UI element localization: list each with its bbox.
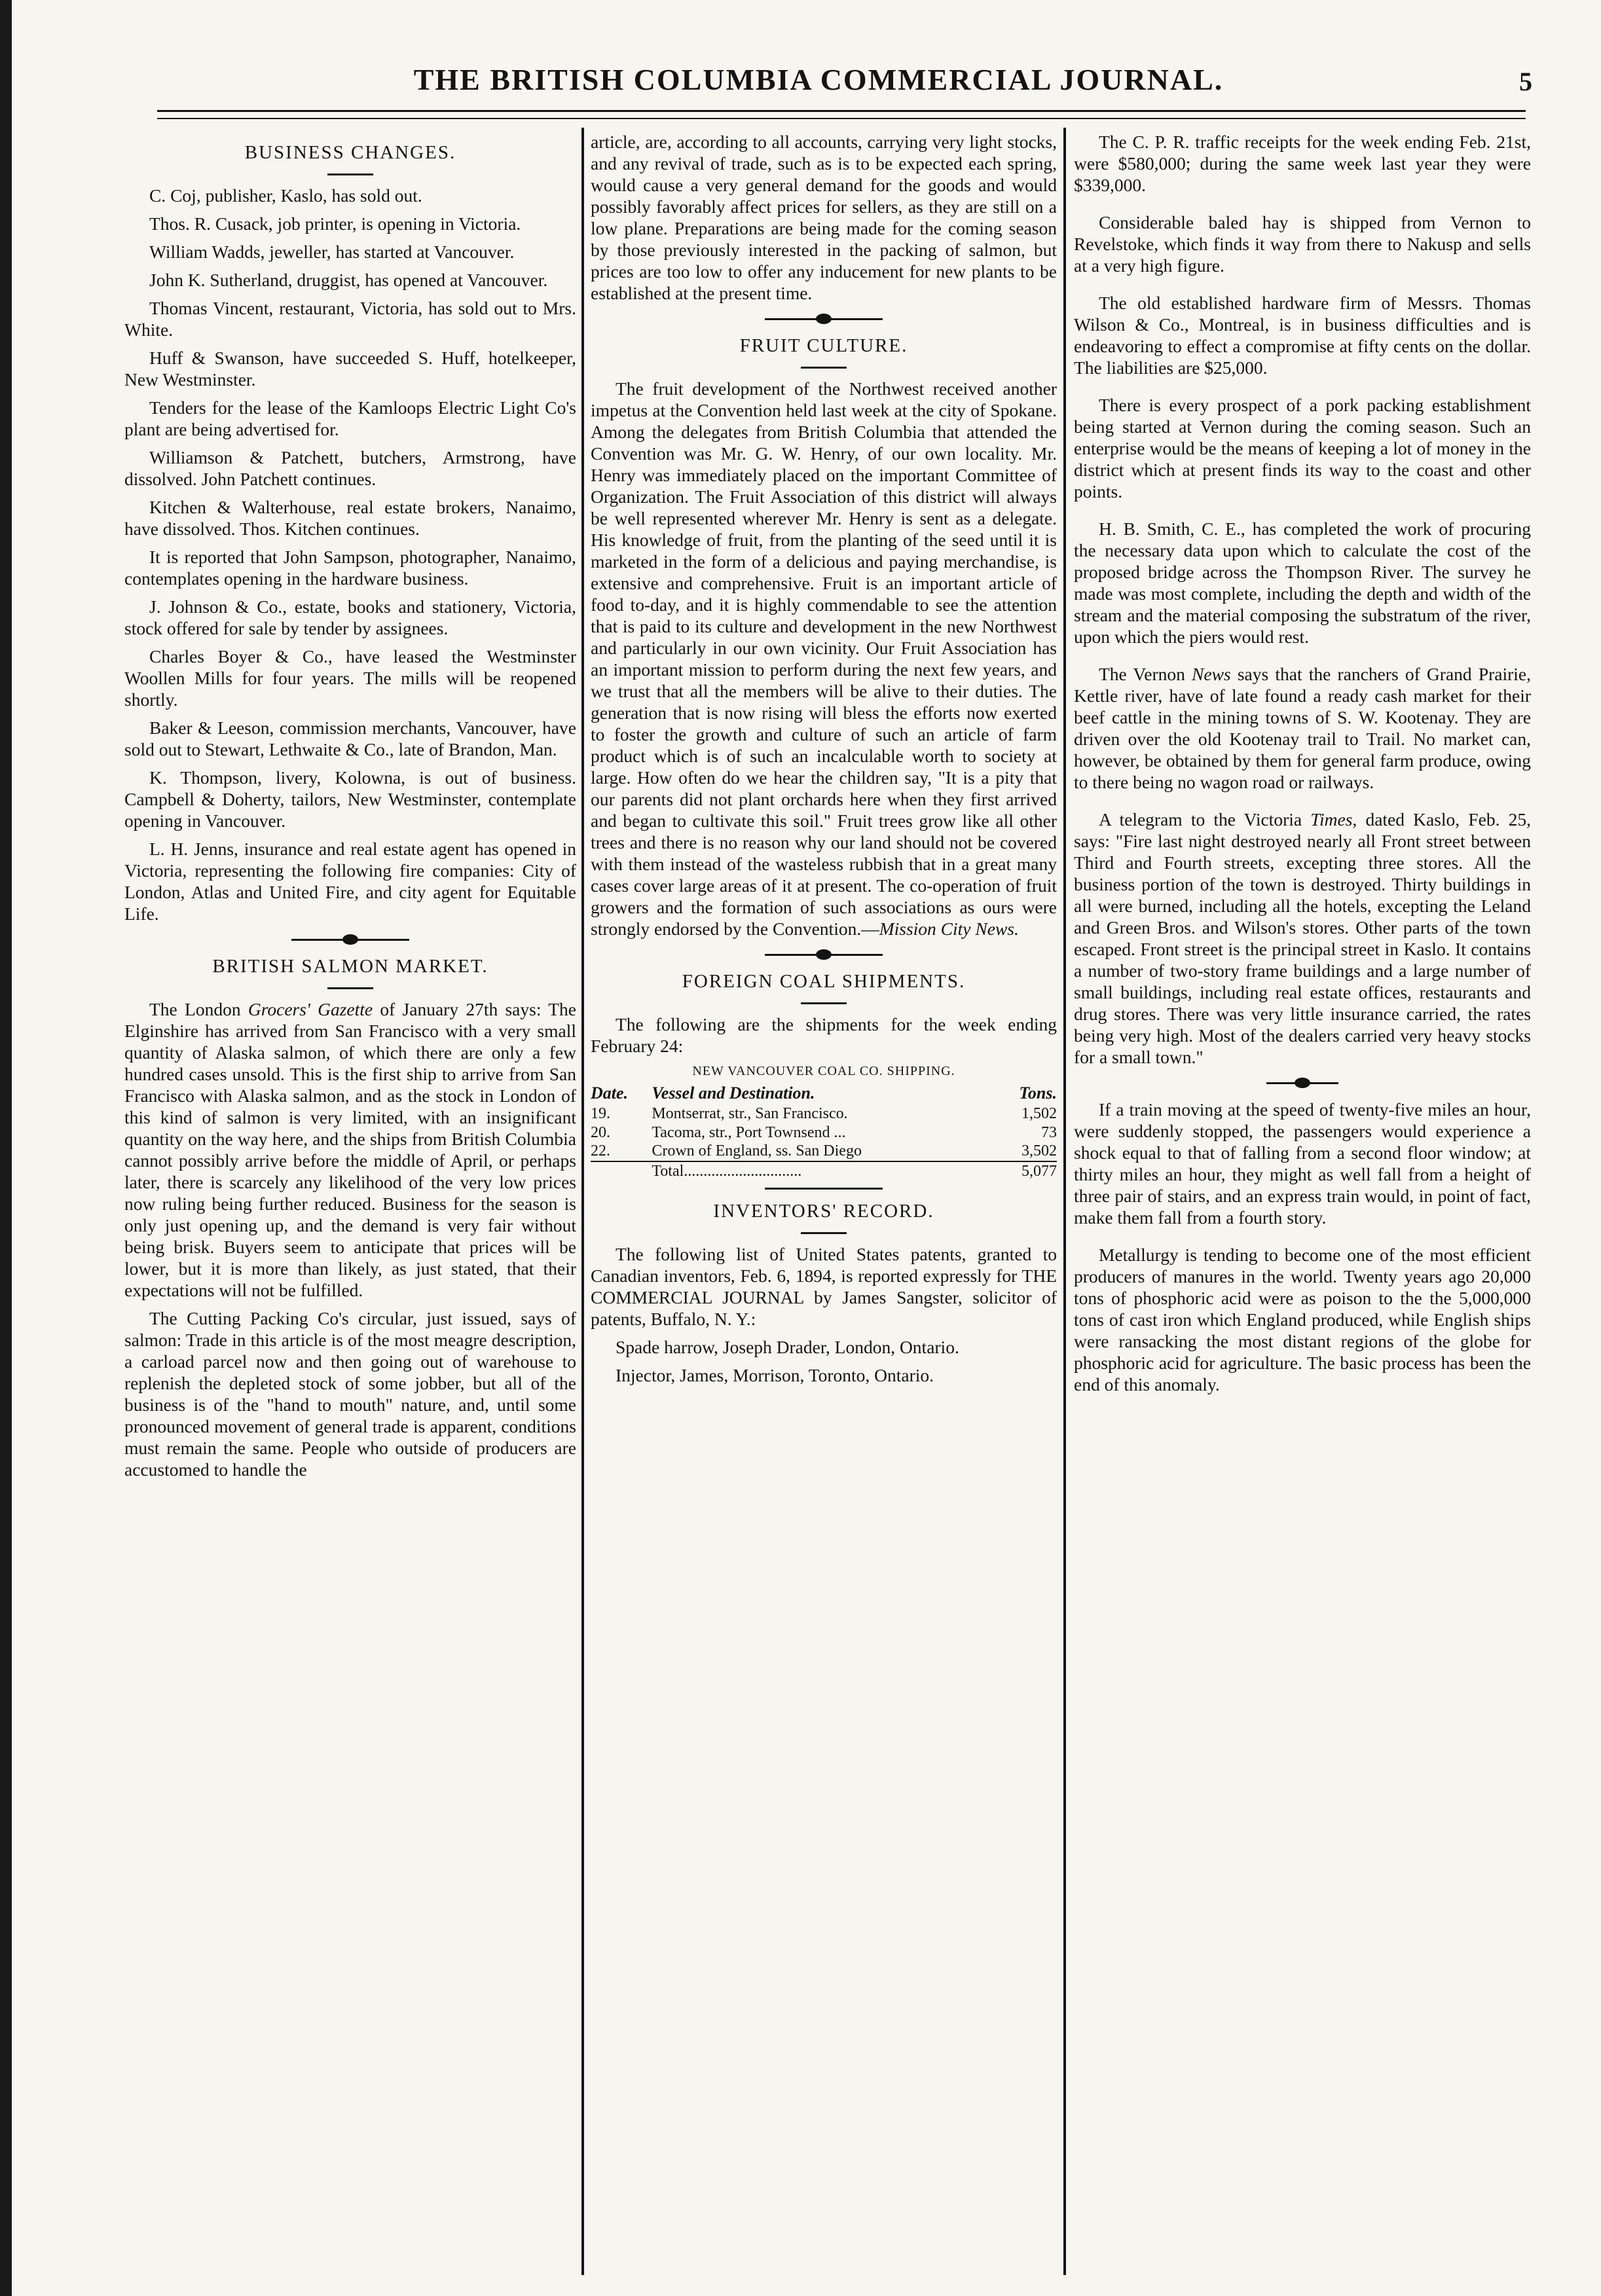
news-item: The Vernon News says that the ranchers of Grand Prairie, Kettle river, have of late found a ready cash market for their beef cattle in the mining towns of S. W. Kootenay. They are driven over the old Kootenay trail to Trail. No market can, however, be obtained by them for general farm produce, owing to there being no wagon road or railways. bbox=[1074, 664, 1531, 792]
news-item: There is every prospect of a pork packing establishment being started at Vernon during the coming season. Such an enterprise would be the means of keeping a lot of money in the district which at present finds its way to the coast and other points. bbox=[1074, 395, 1531, 501]
business-item: Williamson & Patchett, butchers, Armstrong, have dissolved. John Patchett continues. bbox=[124, 446, 576, 489]
business-item: Charles Boyer & Co., have leased the Westminster Woollen Mills for four years. The mills will be reopened shortly. bbox=[124, 646, 576, 710]
heading-rule bbox=[801, 367, 847, 369]
section-heading-coal-shipments: FOREIGN COAL SHIPMENTS. bbox=[682, 970, 966, 992]
business-item: It is reported that John Sampson, photographer, Nanaimo, contemplates opening in the hardware business. bbox=[124, 546, 576, 589]
heading-rule bbox=[801, 1002, 847, 1004]
heading-rule bbox=[801, 1232, 847, 1234]
business-item: William Wadds, jeweller, has started at Vancouver. bbox=[149, 241, 515, 262]
news-item: Metallurgy is tending to become one of the most efficient producers of manures in the world. Twenty years ago 20,000 tons of phosphoric acid were as poison to the the 5,000,000 tons of cast iron which England produced, while English ships were ransacking the most distant regions of the globe for phosphoric acid for agriculture. The basic process has been the end of this anomaly. bbox=[1074, 1245, 1531, 1394]
section-heading-inventors-record: INVENTORS' RECORD. bbox=[713, 1200, 934, 1222]
heading-rule bbox=[327, 987, 373, 989]
article-paragraph: article, are, according to all accounts, carrying very light stocks, and any revival of trade, such as is to be expected each spring, would cause a very general demand for the goods and would possibly favorably affect prices for sellers, as they are still on a low plane. Preparations are being made for the coming season by those previously interested in the packing of salmon, but prices are too low to offer any inducement for new plants to be established at the present time. bbox=[591, 132, 1057, 303]
heading-rule bbox=[327, 173, 373, 175]
coal-shipments-table bbox=[591, 1082, 1057, 1181]
article-paragraph: The fruit development of the Northwest received another impetus at the Convention held last week at the city of Spokane. Among the delegates from British Columbia that attended the Convention was Mr. G. W. Henry, of our own locality. Mr. Henry was immediately placed on the important Committee of Organization. The Fruit Association of this district will always be well represented wherever Mr. Henry is sent as a delegate. His knowledge of fruit, from the planting of the seed until it is marketed in the form of a delicious and paying merchandise, is extensive and comprehensive. Fruit is an important article of food to-day, and it is highly commendable to see the attention that is paid to its culture and development in the new Northwest and particularly in our own vicinity. Our Fruit Association has an important mission to perform during the next few years, and we trust that all the members will be alive to their duties. The generation that is now rising will bless the efforts now exerted to foster the growth and culture of such an article of farm product which is of such an incalculable worth to society at large. How often do we hear the children say, "It is a pity that our parents did not plant orchards here when they first arrived and began to cultivate this soil." Fruit trees grow like all other trees and there is no reason why our land should not be covered with them instead of the wasteless rubbish that in a great many cases cover large areas of it at present. The co-operation of fruit growers and the formation of such associations as ours were strongly endorsed by the Convention.—Mission City News. bbox=[591, 378, 1057, 939]
column-2 bbox=[591, 131, 1057, 2285]
section-separator bbox=[765, 318, 883, 320]
table-header: Date. bbox=[591, 1083, 629, 1102]
news-item: The C. P. R. traffic receipts for the week ending Feb. 21st, were $580,000; during the same week last year they were $339,000. bbox=[1074, 132, 1531, 195]
business-item: Thos. R. Cusack, job printer, is opening in Victoria. bbox=[149, 213, 521, 234]
section-separator bbox=[291, 939, 409, 941]
business-item: J. Johnson & Co., estate, books and stationery, Victoria, stock offered for sale by tender by assignees. bbox=[124, 596, 576, 638]
table-header: Tons. bbox=[1019, 1083, 1057, 1102]
section-separator bbox=[765, 954, 883, 956]
section-heading-salmon-market: BRITISH SALMON MARKET. bbox=[212, 955, 488, 977]
news-item: H. B. Smith, C. E., has completed the work of procuring the necessary data upon which to calculate the cost of the proposed bridge across the Thompson River. The survey he made was most complete, including the depth and width of the stream and the material composing the substratum of the river, upon which the piers would rest. bbox=[1074, 519, 1531, 647]
article-paragraph: The London Grocers' Gazette of January 27th says: The Elginshire has arrived from San Francisco with a very small quantity of Alaska salmon, of which there are only a few hundred cases unsold. This is the first ship to arrive from San Francisco with Alaska salmon, and as the stock in London of this kind of salmon is very limited, with an insignificant quantity on the way here, and the ships from British Columbia cannot possibly arrive before the middle of April, or perhaps later, there is scarcely any likelihood of the very low prices now ruling being further reduced. Business for the season is only just opening up, and the demand is very fair without being brisk. Buyers seem to anticipate that prices will be lower, but it is more than likely, as just stated, that their expectations will not be fulfilled. bbox=[124, 998, 576, 1300]
header-rule-thin bbox=[157, 118, 1526, 119]
patent-item: Injector, James, Morrison, Toronto, Ontario. bbox=[616, 1364, 934, 1385]
section-rule bbox=[765, 1188, 883, 1190]
business-item: K. Thompson, livery, Kolowna, is out of business. Campbell & Doherty, tailors, New Westminster, contemplate opening in Vancouver. bbox=[124, 767, 576, 831]
section-heading-business-changes: BUSINESS CHANGES. bbox=[244, 142, 456, 163]
column-rule bbox=[581, 128, 584, 2275]
article-paragraph: The following list of United States patents, granted to Canadian inventors, Feb. 6, 1894, is reported expressly for THE COMMERCIAL JOURNAL by James Sangster, solicitor of patents, Buffalo, N. Y.: bbox=[591, 1243, 1057, 1329]
table-total-row: Total.............................. 5,077 bbox=[591, 1161, 1057, 1181]
news-item: If a train moving at the speed of twenty-five miles an hour, were suddenly stopped, the passengers would experience a shock equal to that of falling from a second floor window; at thirty miles an hour, they might as well fall from a height of three pair of stairs, and an express train would, in point of fact, make them fall from a fourth story. bbox=[1074, 1099, 1531, 1228]
table-row: 22. Crown of England, ss. San Diego 3,502 bbox=[591, 1142, 1057, 1160]
business-item: C. Coj, publisher, Kaslo, has sold out. bbox=[149, 185, 422, 206]
section-heading-fruit-culture: FRUIT CULTURE. bbox=[739, 335, 908, 356]
page-number: 5 bbox=[1519, 67, 1532, 96]
business-item: Tenders for the lease of the Kamloops Electric Light Co's plant are being advertised for. bbox=[124, 397, 576, 439]
article-paragraph: The following are the shipments for the week ending February 24: bbox=[591, 1013, 1057, 1056]
table-row: 20. Tacoma, str., Port Townsend ... 73 bbox=[591, 1123, 1057, 1141]
table-header: Vessel and Destination. bbox=[652, 1083, 815, 1102]
page-binding-edge bbox=[0, 0, 12, 2296]
section-separator bbox=[1266, 1082, 1338, 1084]
column-1 bbox=[124, 131, 576, 2285]
table-row: 19. Montserrat, str., San Francisco. 1,502 bbox=[591, 1104, 1057, 1122]
business-item: Thomas Vincent, restaurant, Victoria, has sold out to Mrs. White. bbox=[124, 297, 576, 340]
article-paragraph: The Cutting Packing Co's circular, just issued, says of salmon: Trade in this article is of the most meagre description, a carload parcel now and then going out of warehouse to replenish the depleted stock of some jobber, but all of the business is of the "hand to mouth" nature, and, until some pronounced movement of general trade is apparent, conditions must remain the same. People who outside of producers are accustomed to handle the bbox=[124, 1307, 576, 1480]
table-caption: NEW VANCOUVER COAL CO. SHIPPING. bbox=[692, 1063, 955, 1078]
news-item: Considerable baled hay is shipped from Vernon to Revelstoke, which finds it way from there to Nakusp and sells at a very high figure. bbox=[1074, 212, 1531, 276]
header-rule bbox=[157, 110, 1526, 112]
page-header bbox=[105, 62, 1532, 108]
business-item: John K. Sutherland, druggist, has opened at Vancouver. bbox=[149, 269, 548, 290]
column-rule bbox=[1063, 128, 1066, 2275]
business-item: L. H. Jenns, insurance and real estate agent has opened in Victoria, representing the following fire companies: City of London, Atlas and United Fire, and city agent for Equitable Life. bbox=[124, 838, 576, 924]
business-item: Huff & Swanson, have succeeded S. Huff, hotelkeeper, New Westminster. bbox=[124, 347, 576, 390]
masthead: THE BRITISH COLUMBIA COMMERCIAL JOURNAL. bbox=[413, 63, 1224, 96]
business-item: Kitchen & Walterhouse, real estate brokers, Nanaimo, have dissolved. Thos. Kitchen continues. bbox=[124, 496, 576, 539]
patent-item: Spade harrow, Joseph Drader, London, Ontario. bbox=[616, 1336, 959, 1357]
news-item: The old established hardware firm of Messrs. Thomas Wilson & Co., Montreal, is in business difficulties and is endeavoring to effect a compromise at fifty cents on the dollar. The liabilities are $25,000. bbox=[1074, 293, 1531, 378]
business-item: Baker & Leeson, commission merchants, Vancouver, have sold out to Stewart, Lethwaite & Co., late of Brandon, Man. bbox=[124, 717, 576, 759]
column-3 bbox=[1074, 131, 1531, 2285]
news-item: A telegram to the Victoria Times, dated Kaslo, Feb. 25, says: "Fire last night destroyed nearly all Front street between Third and Fourth streets, excepting three stores. All the business portion of the town is destroyed. Thirty buildings in all were burned, including all the hotels, excepting the Leland and Green Bros. and Wilson's stores. Other parts of the town escaped. Front street is the principal street in Kaslo. It contains a number of two-story frame buildings and a large number of small buildings, including real estate offices, restaurants and drug stores. There was very little insurance carried, the rates being very high. Most of the dealers carried very heavy stocks for a small town." bbox=[1074, 809, 1531, 1067]
